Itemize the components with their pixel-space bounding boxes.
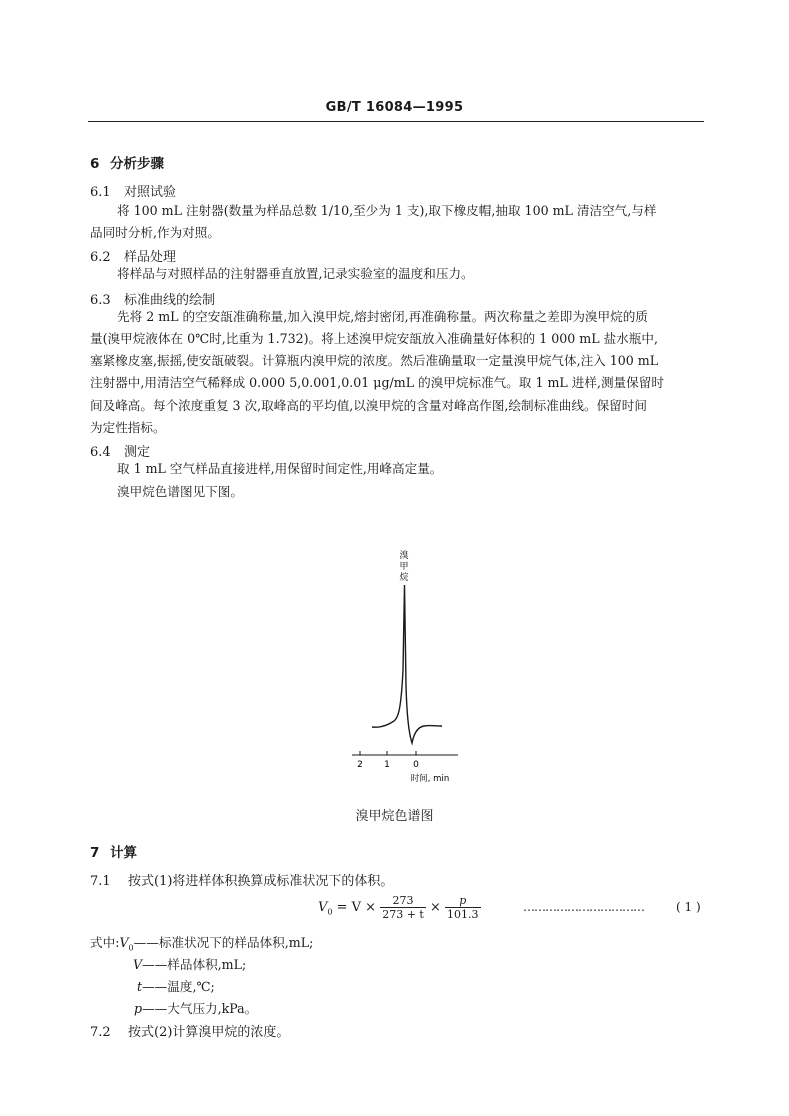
subsection-number: 6.1	[90, 185, 111, 200]
section-title: 分析步骤	[110, 156, 164, 172]
section-6-heading	[90, 152, 164, 172]
subsection-text: 按式(2)计算溴甲烷的浓度。	[128, 1025, 290, 1040]
equation-1	[318, 894, 481, 921]
section-title: 计算	[110, 845, 137, 861]
para-6-3-line-2: 量(溴甲烷液体在 0℃时,比重为 1.732)。将上述溴甲烷安瓿放入准确量好体积的 1 000 mL 盐水瓶中,	[90, 331, 658, 346]
subsection-number: 7.1	[90, 874, 111, 889]
subsection-7-1	[90, 870, 393, 889]
para-6-3-line-1: 先将 2 mL 的空安瓿准确称量,加入溴甲烷,熔封密闭,再准确称量。两次称量之差即为溴甲烷的质	[117, 309, 648, 324]
chromatogram-figure	[330, 545, 480, 785]
para-6-3-line-3: 塞紧橡皮塞,振摇,使安瓿破裂。计算瓶内溴甲烷的浓度。然后准确量取一定量溴甲烷气体,注入 100 mL	[90, 353, 659, 368]
para-6-3-line-6: 为定性指标。	[90, 420, 166, 435]
subsection-number: 6.4	[90, 445, 111, 460]
subsection-title: 对照试验	[124, 185, 177, 200]
eq-fraction-2	[445, 894, 481, 921]
legend-intro: 式中:	[90, 935, 120, 950]
figure-caption: 溴甲烷色谱图	[355, 809, 434, 824]
legend-dash: ——	[142, 1001, 168, 1016]
eq-fraction-1	[380, 894, 426, 921]
eq-fraction-1-denominator: 273 + t	[382, 908, 424, 921]
eq-equals: = V ×	[336, 900, 377, 915]
subsection-title: 样品处理	[124, 250, 177, 265]
subsection-6-1-heading	[90, 181, 176, 200]
header-rule	[88, 121, 704, 122]
eq-fraction-2-numerator: p	[445, 894, 481, 908]
para-6-4-line-2: 溴甲烷色谱图见下图。	[117, 484, 243, 499]
peak-label-char: 烷	[399, 573, 409, 583]
legend-symbol: p	[134, 1001, 143, 1016]
eq-lhs: V	[318, 900, 328, 915]
subsection-number: 6.2	[90, 250, 111, 265]
legend-desc: 大气压力,kPa。	[167, 1001, 258, 1016]
section-number: 6	[90, 156, 100, 172]
tick-label: 0	[413, 760, 419, 770]
eq-number: ( 1 )	[676, 900, 701, 914]
legend-dash: ——	[142, 979, 168, 994]
subsection-number: 6.3	[90, 293, 111, 308]
tick-label: 2	[357, 760, 363, 770]
subsection-7-2	[90, 1021, 289, 1040]
legend-desc: 样品体积,mL;	[167, 957, 247, 972]
legend-row	[134, 998, 257, 1017]
subsection-title: 标准曲线的绘制	[124, 293, 216, 308]
legend-desc: 标准状况下的样品体积,mL;	[158, 935, 314, 950]
legend-symbol: t	[137, 979, 143, 994]
legend-dash: ——	[133, 935, 159, 950]
para-6-4-line-1: 取 1 mL 空气样品直接进样,用保留时间定性,用峰高定量。	[117, 461, 443, 476]
para-6-1-line-1: 将 100 mL 注射器(数量为样品总数 1/10,至少为 1 支),取下橡皮帽,抽取 100 mL 清洁空气,与样	[117, 203, 657, 218]
legend-dash: ——	[142, 957, 168, 972]
eq-times: ×	[430, 900, 441, 915]
section-number: 7	[90, 845, 100, 861]
subsection-title: 测定	[124, 445, 151, 460]
subsection-number: 7.2	[90, 1025, 111, 1040]
eq-lhs-sub: 0	[327, 907, 333, 917]
subsection-text: 按式(1)将进样体积换算成标准状况下的体积。	[128, 874, 394, 889]
legend-row	[133, 954, 246, 973]
legend-symbol-sub: 0	[128, 943, 134, 953]
legend-row	[90, 932, 313, 953]
eq-fraction-2-denominator: 101.3	[447, 908, 479, 921]
axis-label: 时间, min	[410, 774, 450, 784]
chromatogram-trace	[372, 585, 442, 743]
tick-label: 1	[384, 760, 390, 770]
eq-fraction-1-numerator: 273	[380, 894, 426, 908]
peak-label-char: 甲	[399, 562, 409, 572]
eq-leader-dots: ……………………………	[523, 900, 644, 914]
peak-label-char: 溴	[399, 551, 409, 561]
page-header: GB/T 16084—1995	[325, 100, 464, 115]
para-6-1-line-2: 品同时分析,作为对照。	[90, 225, 220, 240]
legend-symbol: V	[119, 935, 129, 950]
para-6-2-line-1: 将样品与对照样品的注射器垂直放置,记录实验室的温度和压力。	[117, 266, 474, 281]
legend-desc: 温度,℃;	[167, 979, 215, 994]
para-6-3-line-4: 注射器中,用清洁空气稀释成 0.000 5,0.001,0.01 μg/mL 的溴甲烷标准气。取 1 mL 进样,测量保留时	[90, 375, 664, 390]
legend-symbol: V	[133, 957, 143, 972]
legend-row	[137, 976, 215, 995]
section-7-heading	[90, 841, 137, 861]
para-6-3-line-5: 间及峰高。每个浓度重复 3 次,取峰高的平均值,以溴甲烷的含量对峰高作图,绘制标准曲线。保留时间	[90, 398, 647, 413]
